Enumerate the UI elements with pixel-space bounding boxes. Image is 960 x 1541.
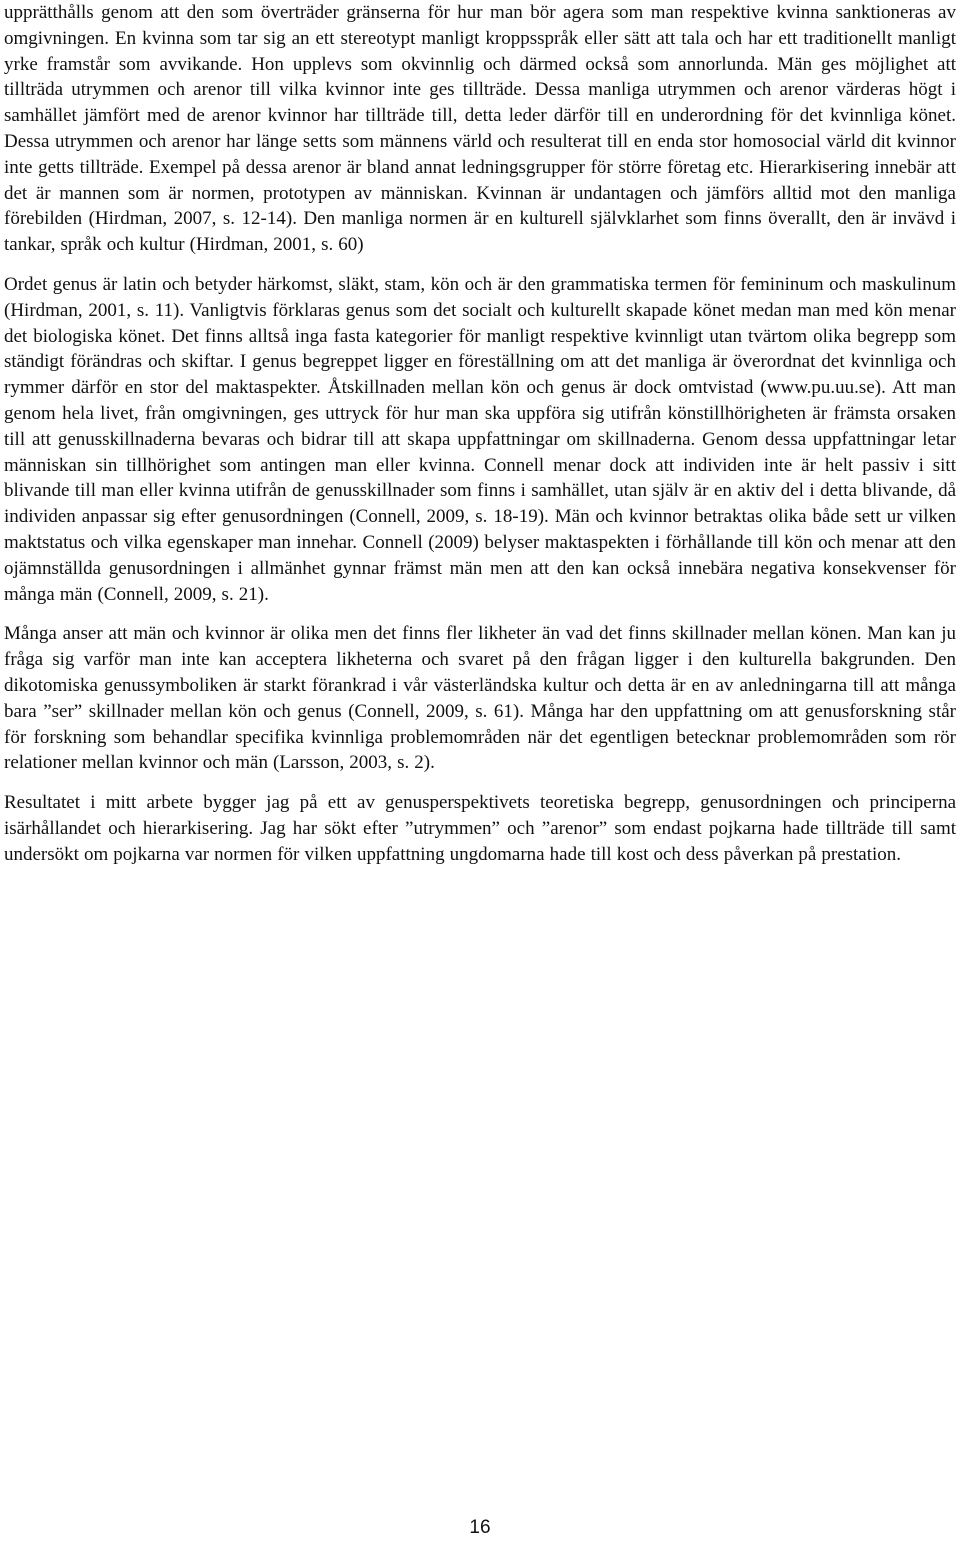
body-paragraph: upprätthålls genom att den som överträder gränserna för hur man bör agera som man respektive kvinna sanktioneras av omgivningen. En kvinna som tar sig an ett stereotypt manligt kroppsspråk eller sätt att tala och har ett traditionellt manligt yrke framstår som avvikande. Hon upplevs som okvinnlig och därmed också som annorlunda. Män ges möjlighet att tillträda utrymmen och arenor till vilka kvinnor inte ges tillträde. Dessa manliga utrymmen och arenor värderas högt i samhället jämfört med de arenor kvinnor har tillträde till, detta leder därför till en underordning för det kvinnliga könet. Dessa utrymmen och arenor har länge setts som männens värld och resulterat till en enda stor homosocial värld dit kvinnor inte getts tillträde. Exempel på dessa arenor är bland annat ledningsgrupper för större företag etc. Hierarkisering innebär att det är mannen som är normen, prototypen av människan. Kvinnan är undantagen och jämförs alltid mot den manliga förebilden (Hirdman, 2007, s. 12-14). Den manliga normen är en kulturell självklarhet som finns överallt, den är invävd i tankar, språk och kultur (Hirdman, 2001, s. 60) [4,2,956,256]
page-number: 16 [469,1517,491,1538]
body-paragraph: Resultatet i mitt arbete bygger jag på ett av genusperspektivets teoretiska begrepp, genusordningen och principerna isärhållandet och hierarkisering. Jag har sökt efter ”utrymmen” och ”arenor” som endast pojkarna hade tillträde till samt undersökt om pojkarna var normen för vilken uppfattning ungdomarna hade till kost och dess påverkan på prestation. [4,792,956,865]
body-paragraph: Ordet genus är latin och betyder härkomst, släkt, stam, kön och är den grammatiska termen för femininum och maskulinum (Hirdman, 2001, s. 11). Vanligtvis förklaras genus som det socialt och kulturellt skapade könet medan man med kön menar det biologiska könet. Det finns alltså inga fasta kategorier för manligt respektive kvinnligt utan tvärtom olika begrepp som ständigt förändras och skiftar. I genus begreppet ligger en föreställning om att det manliga är överordnat det kvinnliga och rymmer därför en stor del maktaspekter. Åtskillnaden mellan kön och genus är dock omtvistad (www.pu.uu.se). Att man genom hela livet, från omgivningen, ges uttryck för hur man ska uppföra sig utifrån könstillhörigheten är främsta orsaken till att genusskillnaderna bevaras och bidrar till att skapa uppfattningar om skillnaderna. Genom dessa uppfattningar letar människan sin tillhörighet som antingen man eller kvinna. Connell menar dock att individen inte är helt passiv i sitt blivande till man eller kvinna utifrån de genusskillnader som finns i samhället, utan själv är en aktiv del i detta blivande, då individen anpassar sig efter genusordningen (Connell, 2009, s. 18-19). Män och kvinnor betraktas olika både sett ur vilken maktstatus och vilka egenskaper man innehar. Connell (2009) belyser maktaspekten i förhållande till kön och menar att den ojämnställda genusordningen i allmänhet gynnar främst män men att den kan också innebära negativa konsekvenser för många män (Connell, 2009, s. 21). [4,273,956,605]
document-page [4,0,956,1541]
body-paragraph: Många anser att män och kvinnor är olika men det finns fler likheter än vad det finns skillnader mellan könen. Man kan ju fråga sig varför man inte kan acceptera likheterna och svaret på den frågan ligger i den kulturella bakgrunden. Den dikotomiska genussymboliken är starkt förankrad i vår västerländska kultur och detta är en av anledningarna till att många bara ”ser” skillnader mellan kön och genus (Connell, 2009, s. 61). Många har den uppfattning om att genusforskning står för forskning som behandlar specifika kvinnliga problemområden när det egentligen betecknar problemområden som rör relationer mellan kvinnor och män (Larsson, 2003, s. 2). [4,623,956,774]
